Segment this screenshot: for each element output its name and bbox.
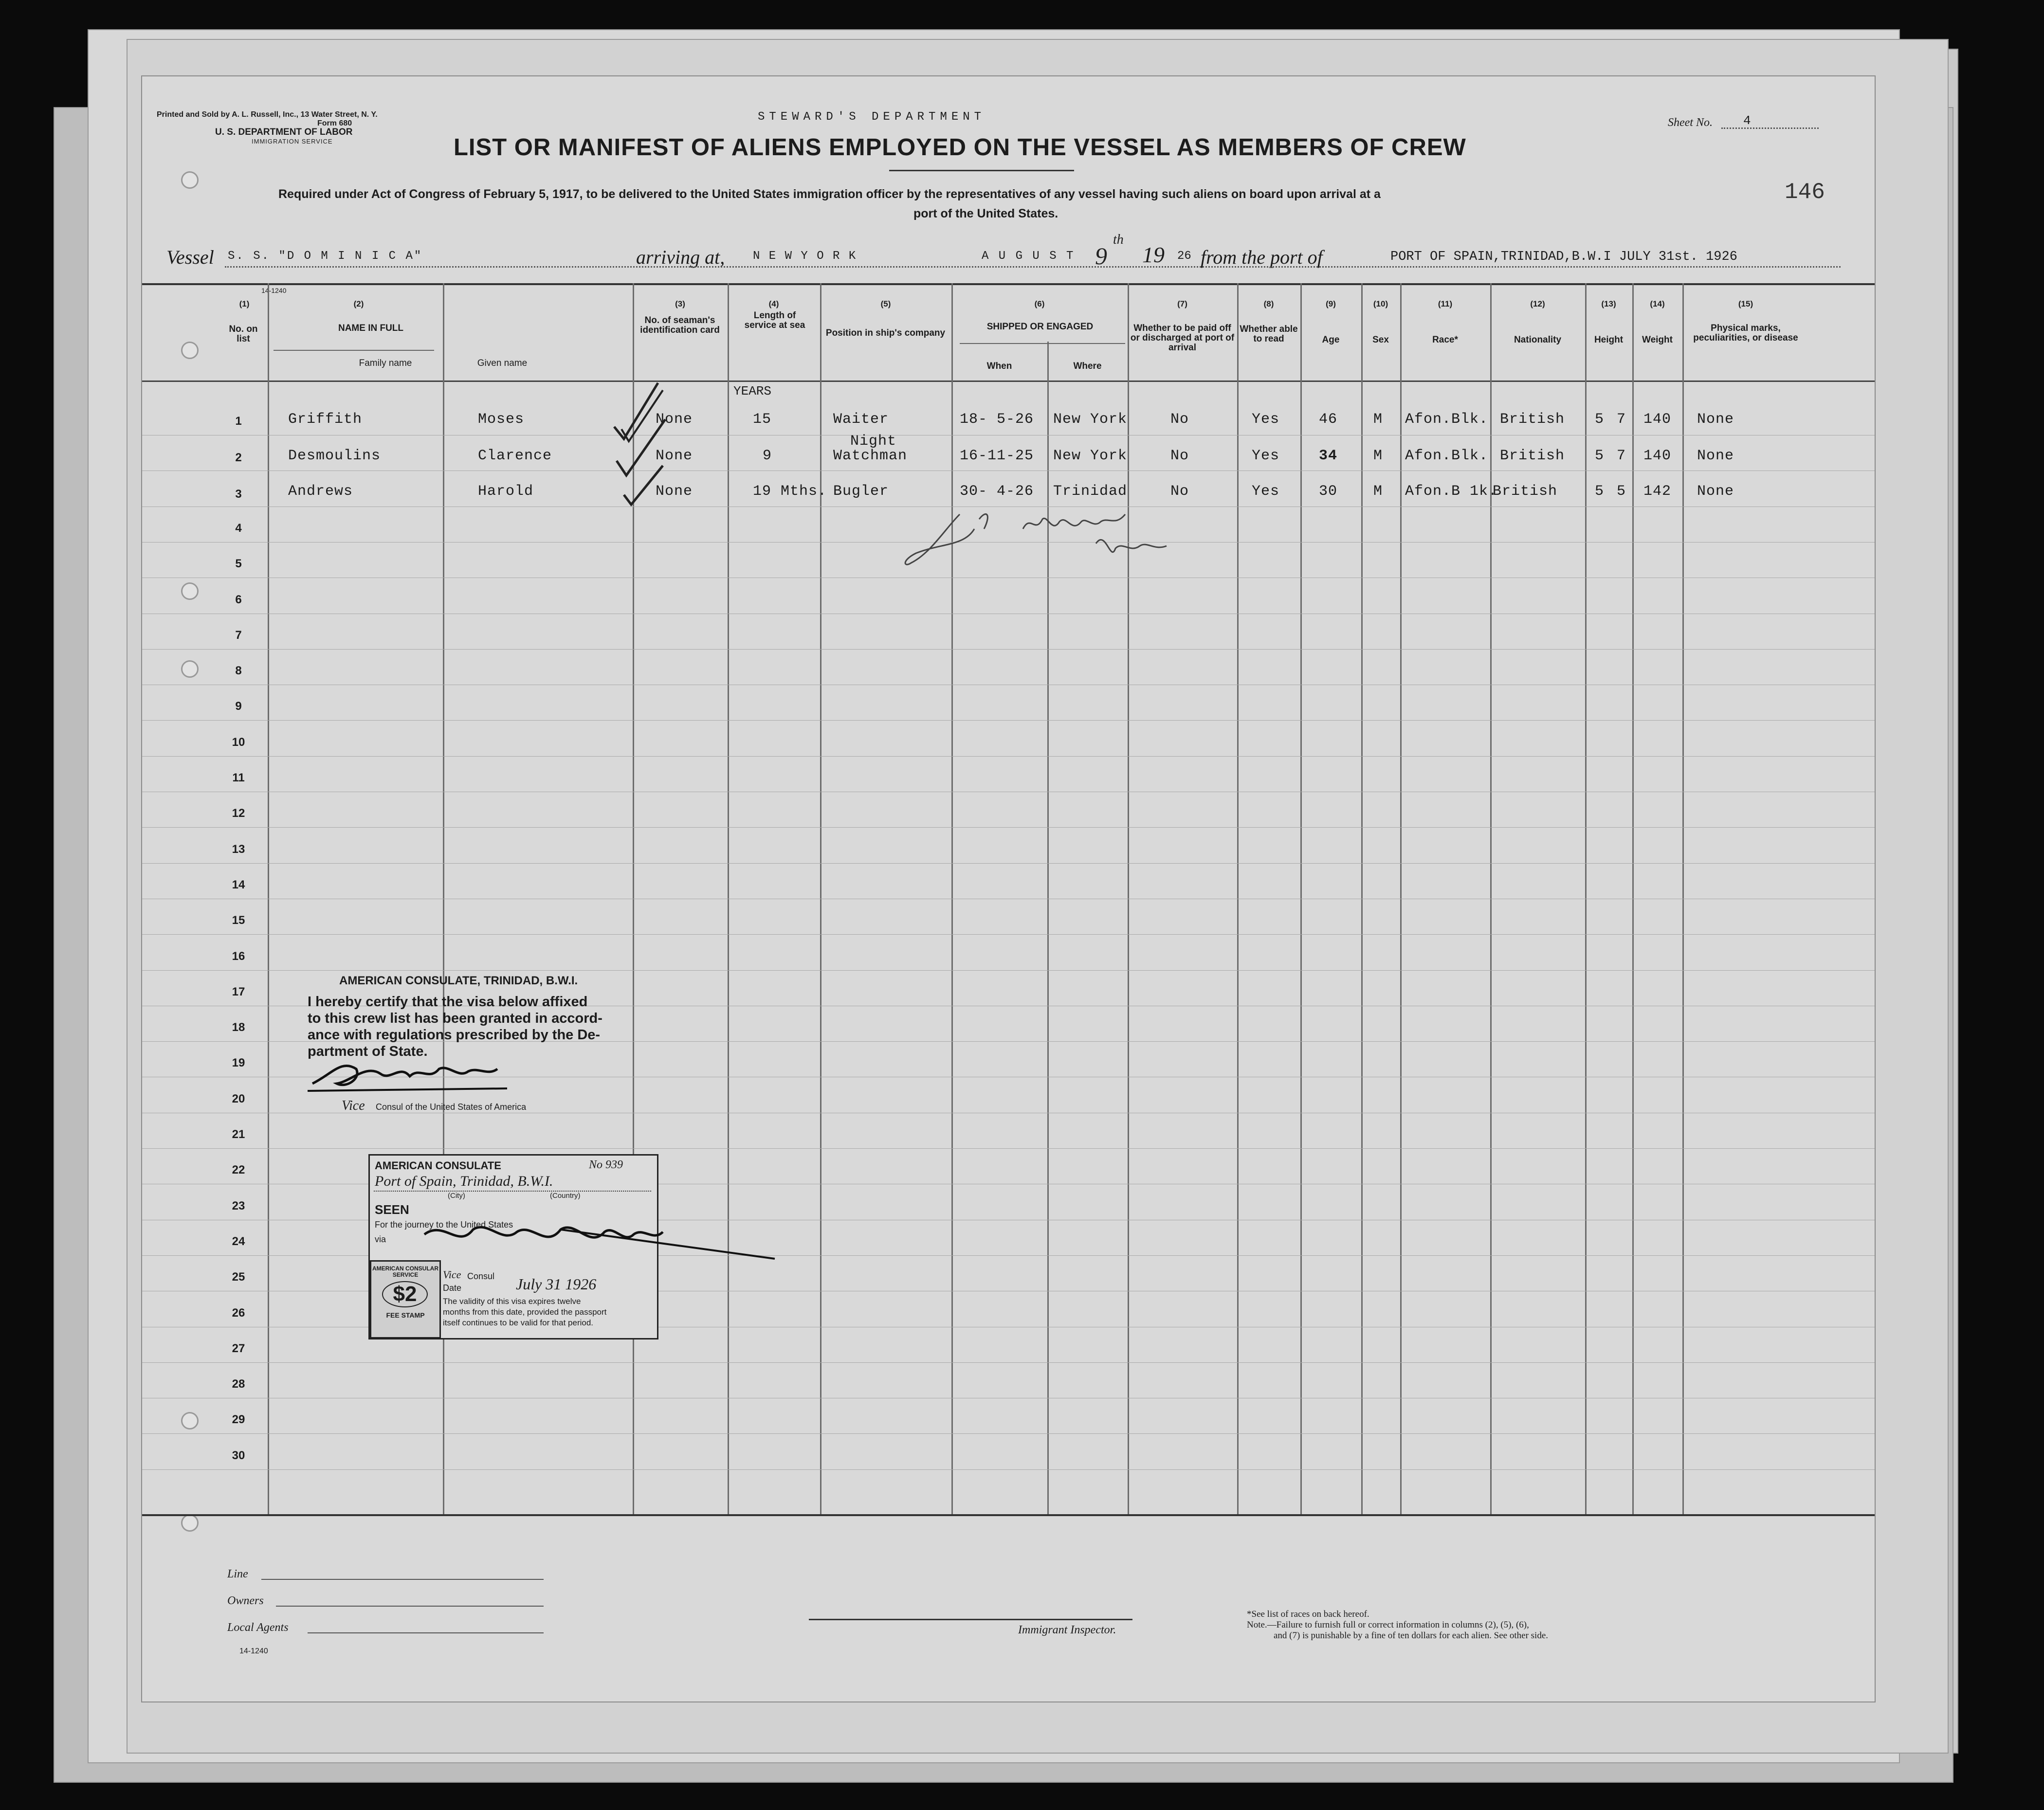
col-4-number: (4) [768, 299, 779, 308]
service-cell: 9 [763, 448, 772, 464]
subtitle-line-1: Required under Act of Congress of February 5, 1917, to be delivered to the United States immigration officer by the representatives of any vessel having such aliens on board upon arrival at a [278, 187, 1381, 201]
col-6-number: (6) [1034, 299, 1045, 308]
sex-cell: M [1373, 448, 1383, 464]
paid-off-cell: No [1170, 483, 1189, 500]
col-14-header: Weight [1642, 335, 1673, 345]
marks-cell: None [1697, 448, 1734, 464]
subtitle-line-2: port of the United States. [913, 207, 1058, 220]
arrival-year: 26 [1177, 250, 1191, 263]
row-rule [142, 970, 1875, 971]
height-inches-cell: 5 [1617, 483, 1626, 500]
position-line-1-cell: Night [850, 433, 897, 450]
able-to-read-cell: Yes [1252, 448, 1280, 464]
consulate-text-1: I hereby certify that the visa below affixed [308, 994, 588, 1010]
height-feet-cell: 5 [1595, 448, 1605, 464]
col-7-number: (7) [1177, 299, 1187, 308]
col-10-header: Sex [1372, 335, 1389, 345]
row-number: 5 [235, 557, 242, 571]
row-number: 28 [232, 1377, 245, 1391]
shipped-when-cell: 18- 5-26 [960, 411, 1034, 428]
visa-consul: Consul [467, 1271, 495, 1281]
visa-via: via [375, 1234, 386, 1244]
row-rule [142, 649, 1875, 650]
race-cell: Afon.B 1k. [1405, 483, 1498, 500]
row-number: 1 [235, 415, 242, 428]
row-rule [142, 863, 1875, 864]
punch-hole [181, 660, 199, 678]
agents-underline [308, 1632, 544, 1633]
id-card-cell: None [656, 483, 693, 500]
fee-stamp-bottom: FEE STAMP [386, 1311, 425, 1319]
nationality-cell: British [1493, 483, 1558, 500]
year-prefix: 19 [1142, 242, 1165, 267]
given-name-cell: Harold [478, 483, 534, 500]
row-number: 22 [232, 1163, 245, 1177]
col-12-header: Nationality [1514, 335, 1562, 345]
fee-stamp-value: $2 [382, 1281, 428, 1307]
age-cell: 34 [1319, 448, 1338, 464]
col-15-number: (15) [1738, 299, 1753, 308]
col-6-header: SHIPPED OR ENGAGED [986, 322, 1094, 332]
row-rule [142, 1433, 1875, 1434]
row-number: 15 [232, 914, 245, 927]
weight-cell: 140 [1643, 448, 1672, 464]
inspector-initials [901, 500, 1242, 578]
row-number: 19 [232, 1056, 245, 1070]
fee-stamp [370, 1260, 441, 1339]
from-port: PORT OF SPAIN,TRINIDAD,B.W.I JULY 31st. 1926 [1390, 250, 1737, 264]
visa-validity-1: The validity of this visa expires twelve [443, 1297, 581, 1306]
family-name-cell: Desmoulins [288, 448, 381, 464]
height-feet-cell: 5 [1595, 411, 1605, 428]
col-2-header: NAME IN FULL [338, 323, 404, 333]
row-rule [142, 756, 1875, 757]
from-port-label: from the port of [1201, 246, 1323, 268]
paid-off-cell: No [1170, 411, 1189, 428]
paid-off-cell: No [1170, 448, 1189, 464]
footer-note-2: Note.—Failure to furnish full or correct information in columns (2), (5), (6), [1247, 1620, 1529, 1630]
family-name-header: Family name [359, 358, 412, 368]
given-name-cell: Moses [478, 411, 525, 428]
row-rule [142, 1469, 1875, 1470]
race-cell: Afon.Blk. [1405, 448, 1489, 464]
department-line: STEWARD'S DEPARTMENT [758, 110, 986, 124]
consulate-heading: AMERICAN CONSULATE, TRINIDAD, B.W.I. [339, 974, 578, 987]
marks-cell: None [1697, 483, 1734, 500]
weight-cell: 140 [1643, 411, 1672, 428]
sex-cell: M [1373, 411, 1383, 428]
row-rule [142, 720, 1875, 721]
punch-hole [181, 342, 199, 359]
col-14-number: (14) [1650, 299, 1665, 308]
given-name-cell: Clarence [478, 448, 552, 464]
id-card-cell: None [656, 411, 693, 428]
col-3-number: (3) [675, 299, 685, 308]
printer-line: Printed and Sold by A. L. Russell, Inc., 13 Water Street, N. Y. [157, 110, 378, 119]
col-7-header: Whether to be paid off or discharged at port of arrival [1130, 323, 1235, 353]
row-number: 11 [232, 771, 245, 784]
where-header: Where [1073, 361, 1102, 371]
row-number: 6 [235, 593, 242, 606]
col-13-number: (13) [1601, 299, 1616, 308]
age-cell: 46 [1319, 411, 1338, 428]
visa-validity-2: months from this date, provided the passport [443, 1307, 607, 1317]
row-number: 10 [232, 735, 245, 749]
row-number: 2 [235, 451, 242, 464]
consul-signature [303, 1054, 517, 1098]
years-label: YEARS [733, 384, 772, 398]
sex-cell: M [1373, 483, 1383, 500]
visa-place: Port of Spain, Trinidad, B.W.I. [375, 1173, 553, 1189]
footer-note-3: and (7) is punishable by a fine of ten dollars for each alien. See other side. [1274, 1630, 1549, 1641]
shipped-where-cell: Trinidad [1053, 483, 1128, 500]
title-underline [889, 170, 1074, 171]
col-3-header: No. of seaman's identification card [640, 315, 720, 335]
col-8-number: (8) [1263, 299, 1274, 308]
col-13-header: Height [1594, 335, 1624, 345]
form-number: Form 680 [317, 119, 352, 127]
col-5-number: (5) [880, 299, 891, 308]
row-rule [142, 827, 1875, 828]
row-number: 25 [232, 1270, 245, 1284]
col-9-header: Age [1322, 335, 1340, 345]
col-2-number: (2) [353, 299, 364, 308]
country-label: (Country) [550, 1192, 581, 1200]
consul-line: Consul of the United States of America [376, 1102, 527, 1112]
row-number: 16 [232, 949, 245, 963]
visa-signature [415, 1215, 785, 1268]
col-11-number: (11) [1438, 299, 1453, 308]
height-inches-cell: 7 [1617, 411, 1626, 428]
row-number: 26 [232, 1306, 245, 1320]
row-number: 17 [232, 985, 245, 998]
punch-hole [181, 1514, 199, 1532]
visa-journey: For the journey to the United States [375, 1220, 513, 1230]
arriving-label: arriving at, [636, 246, 725, 268]
visa-vice: Vice [443, 1268, 461, 1281]
col-9-number: (9) [1326, 299, 1336, 308]
line-underline [261, 1579, 544, 1580]
col-1-number: (1) [239, 299, 250, 308]
row-rule [142, 1148, 1875, 1149]
visa-date-label: Date [443, 1283, 462, 1293]
row-number: 24 [232, 1234, 245, 1248]
col-11-header: Race* [1432, 335, 1458, 345]
line-label: Line [227, 1568, 248, 1580]
row-number: 29 [232, 1413, 245, 1427]
fee-stamp-top: AMERICAN CONSULAR SERVICE [372, 1265, 438, 1278]
height-feet-cell: 5 [1595, 483, 1605, 500]
city-label: (City) [448, 1192, 465, 1200]
punch-hole [181, 1412, 199, 1430]
name-subrule [274, 350, 434, 351]
shipped-subrule [960, 343, 1125, 344]
col-1-header: No. on list [229, 324, 258, 344]
row-rule [142, 934, 1875, 935]
row-number: 9 [235, 700, 242, 713]
table-top-rule [142, 283, 1875, 285]
row-rule [142, 1362, 1875, 1363]
form-code-top: 14-1240 [261, 287, 287, 294]
position-cell: Bugler [833, 483, 889, 500]
able-to-read-cell: Yes [1252, 411, 1280, 428]
row-number: 18 [232, 1021, 245, 1034]
row-number: 21 [232, 1128, 245, 1141]
arrival-month: A U G U S T [982, 250, 1075, 263]
page-number: 146 [1785, 180, 1825, 205]
consulate-text-2: to this crew list has been granted in accord- [308, 1011, 602, 1026]
sheet-label: Sheet No. [1668, 116, 1713, 129]
punch-hole [181, 582, 199, 600]
consul-prefix: Vice [342, 1098, 365, 1113]
punch-hole [181, 171, 199, 189]
age-cell: 30 [1319, 483, 1338, 500]
visa-stamp-heading: AMERICAN CONSULATE [375, 1159, 501, 1172]
owners-label: Owners [227, 1594, 264, 1607]
check-marks [604, 373, 692, 509]
position-cell: Watchman [833, 448, 908, 464]
local-agents-label: Local Agents [227, 1621, 289, 1634]
given-name-header: Given name [477, 358, 528, 368]
sheet-number: 4 [1743, 113, 1751, 128]
col-15-header: Physical marks, peculiarities, or disease [1693, 323, 1798, 343]
shipped-when-cell: 30- 4-26 [960, 483, 1034, 500]
table-bottom-rule [142, 1514, 1875, 1516]
height-inches-cell: 7 [1617, 448, 1626, 464]
visa-place-line [374, 1191, 651, 1192]
row-number: 30 [232, 1448, 245, 1462]
vessel-label: Vessel [166, 246, 214, 268]
row-number: 7 [235, 628, 242, 642]
arrival-day-handwritten: 9 [1095, 242, 1107, 270]
when-header: When [986, 361, 1012, 371]
row-number: 23 [232, 1199, 245, 1213]
visa-validity-3: itself continues to be valid for that period. [443, 1318, 594, 1327]
row-number: 20 [232, 1092, 245, 1105]
col-10-number: (10) [1373, 299, 1388, 308]
weight-cell: 142 [1643, 483, 1672, 500]
inspector-signature-line [809, 1619, 1132, 1620]
inspector-label: Immigrant Inspector. [1018, 1624, 1116, 1636]
sheet-number-line [1721, 127, 1819, 129]
marks-cell: None [1697, 411, 1734, 428]
col-12-number: (12) [1530, 299, 1545, 308]
service-cell: 19 Mths. [753, 483, 827, 500]
visa-seen: SEEN [375, 1202, 409, 1217]
immigration-service: IMMIGRATION SERVICE [252, 138, 333, 145]
nationality-cell: British [1500, 448, 1565, 464]
id-card-cell: None [656, 448, 693, 464]
header-bottom-rule [142, 380, 1875, 382]
nationality-cell: British [1500, 411, 1565, 428]
shipped-when-cell: 16-11-25 [960, 448, 1034, 464]
position-cell: Waiter [833, 411, 889, 428]
race-cell: Afon.Blk. [1405, 411, 1489, 428]
owners-underline [276, 1606, 544, 1607]
able-to-read-cell: Yes [1252, 483, 1280, 500]
consulate-text-4: partment of State. [308, 1044, 428, 1059]
row-number: 14 [232, 878, 245, 891]
row-number: 13 [232, 842, 245, 856]
shipped-where-cell: New York [1053, 411, 1128, 428]
department-of-labor: U. S. DEPARTMENT OF LABOR [215, 127, 353, 137]
footer-note-1: *See list of races on back hereof. [1247, 1609, 1369, 1619]
row-number: 3 [235, 488, 242, 501]
shipped-where-cell: New York [1053, 448, 1128, 464]
col-4-header: Length of service at sea [744, 310, 805, 330]
vessel-name: S. S. "D O M I N I C A" [228, 250, 423, 263]
row-number: 12 [232, 807, 245, 820]
service-cell: 15 [753, 411, 772, 428]
consulate-text-3: ance with regulations prescribed by the De- [308, 1027, 601, 1043]
visa-date: July 31 1926 [516, 1275, 597, 1293]
manifest-page [141, 75, 1876, 1702]
arriving-port: N E W Y O R K [753, 250, 857, 263]
vessel-line-rule [225, 266, 1841, 268]
manifest-title: LIST OR MANIFEST OF ALIENS EMPLOYED ON THE VESSEL AS MEMBERS OF CREW [454, 134, 1466, 161]
row-number: 27 [232, 1341, 245, 1355]
family-name-cell: Griffith [288, 411, 363, 428]
visa-number: No 939 [589, 1158, 623, 1171]
row-number: 4 [235, 521, 242, 535]
col-5-header: Position in ship's company [825, 328, 946, 338]
form-code-bottom: 14-1240 [239, 1647, 268, 1655]
col-8-header: Whether able to read [1240, 324, 1298, 344]
arrival-day-suffix: th [1113, 232, 1124, 247]
row-number: 8 [235, 664, 242, 678]
family-name-cell: Andrews [288, 483, 353, 500]
